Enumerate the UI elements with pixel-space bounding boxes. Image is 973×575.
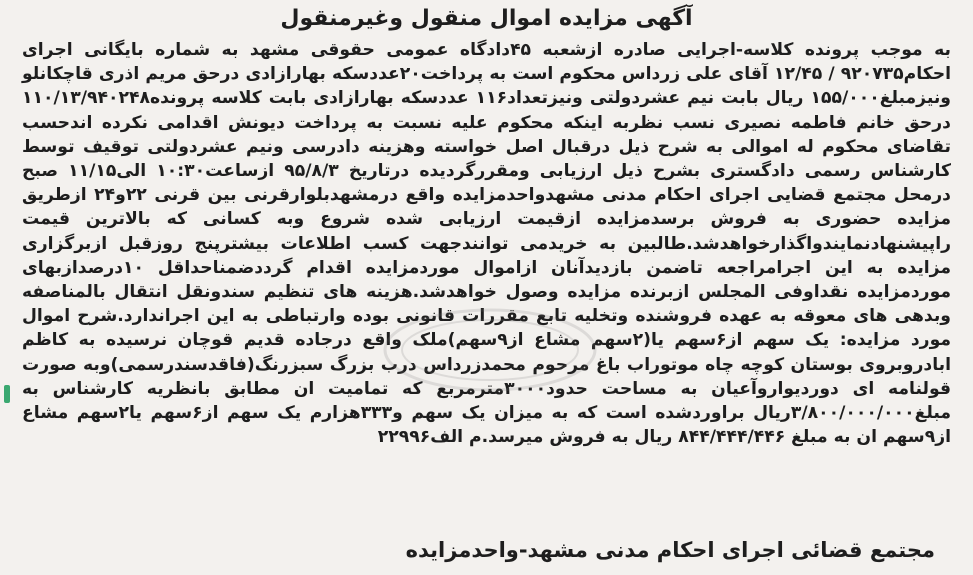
issuer-signature: مجتمع قضائی اجرای احکام مدنی مشهد-واحدمزایده — [405, 538, 935, 562]
edge-marker — [4, 385, 10, 403]
notice-body: به موجب پرونده کلاسه-اجرایی صادره ازشعبه ۴۵دادگاه عمومی حقوقی مشهد به شماره بایگانی اجرای احکام۹۲۰۷۳۵ / ۱۲/۴۵ آقای علی زرداس محکوم است به پرداخت۲۰عددسکه بهارازادی درحق مریم اذری قاچکانلو ونیزمبلغ۱۵۵/۰۰۰ ریال بابت نیم عشردولتی ونیزتعداد۱۱۶ عددسکه بهارازادی بابت کلاسه پرونده۱۱۰/۱۳/۹۴۰۲۴۸ درحق خانم فاطمه نصیری نسب نظربه اینکه محکوم علیه نسبت به پرداخت دیونش اقدامی نکرده اندحسب تقاضای محکوم له اموالی به شرح ذیل درقبال اصل خواسته وهزینه دادرسی ونیم عشردولتی توقیف توسط کارشناس رسمی دادگستری بشرح ذیل ارزیابی ومقررگردیده درتاریخ ۹۵/۸/۳ ازساعت۱۰:۳۰ الی۱۱/۱۵ صبح درمحل مجتمع قضایی اجرای احکام مدنی مشهدواحدمزایده واقع درمشهدبلوارقرنی بین قرنی ۲۲و۲۴ ازطریق مزایده حضوری به فروش برسدمزایده ازقیمت ارزیابی شده شروع وبه کسانی که بالاترین قیمت راپیشنهادنمایندواگذارخواهدشد.طالبین به خریدمی توانندجهت کسب اطلاعات بیشترپنج روزقبل ازبرگزاری مزایده به این اجرامراجعه تاضمن بازدیدآنان ازاموال موردمزایده اقدام گرددضمناحداقل ۱۰درصدازبهای موردمزایده نقداوفی المجلس ازبرنده مزایده وصول خواهدشد.هزینه های تنظیم سندونقل انتقال بالمناصفه وبدهی های معوقه به عهده فروشنده وتخلیه تابع مقررات قانونی بوده وارتباطی به این اجراندارد.شرح اموال مورد مزایده: یک سهم از۶سهم یا(۲سهم مشاع از۹سهم)ملک واقع درجاده قدیم قوچان نرسیده به کاظم ابادروبروی بوستان کوچه چاه موتوراب باغ مرحوم محمدزرداس درب بزرگ سبزرنگ(فاقدسندرسمی)وبه صورت قولنامه ای دوردیواروآعیان به مساحت حدود۳۰۰۰مترمربع که تمامیت ان مطابق بانظریه کارشناس به مبلغ۳/۸۰۰/۰۰۰/۰۰۰ریال براوردشده است که به میزان یک سهم و۳۳۳هزارم یک سهم از۶سهم یا۲سهم مشاع از۹سهم ان به مبلغ ۸۴۴/۴۴۴/۴۴۶ ریال به فروش میرسد.م الف۲۲۹۹۶ — [22, 40, 952, 448]
notice-title: آگهی مزایده اموال منقول وغیرمنقول — [280, 6, 693, 31]
